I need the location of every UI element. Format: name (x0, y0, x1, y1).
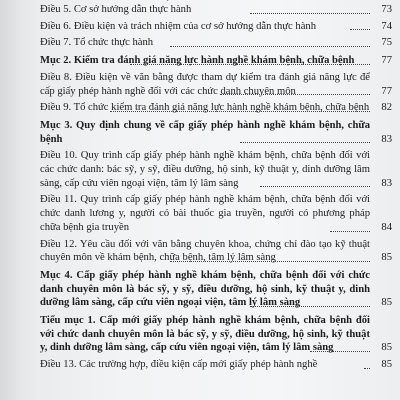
toc-entry (40, 238, 392, 265)
toc-entry-text: Mục 4. Cấp giấy phép hành nghề khám bệnh, chữa bệnh đối với chức danh chuyên môn là bác sỹ, y sỹ, điều dưỡng, hộ sinh, kỹ thuật y, dinh dưỡng lâm sàng, cấp cứu viên ngoại viện, tâm lý lâm sàng (40, 269, 370, 309)
toc-entry-text: Điều 8. Điều kiện về văn bằng được tham dự kiểm tra đánh giá năng lực để cấp giấy phép hành nghề đối với các chức danh chuyên môn (40, 71, 370, 97)
toc-entry (40, 20, 392, 34)
toc-entry-text: Tiểu mục 1. Cấp mới giấy phép hành nghề khám bệnh, chữa bệnh đối với chức danh chuyên môn là bác sỹ, y sỹ, điều dưỡng, hộ sinh, kỹ thuật y, dinh dưỡng lâm sàng, cấp cứu viên ngoại viện, tâm lý lâm sàng (40, 315, 370, 354)
toc-section-heading (40, 119, 392, 146)
toc-page-number: 75 (381, 37, 392, 49)
toc-leader-dots (250, 12, 370, 14)
toc-entry-text: Điều 12. Yêu cầu đối với văn bằng chuyên khoa, chứng chỉ đào tạo kỹ thuật chuyên môn về khám bệnh, chữa bệnh, tâm lý lâm sàng (40, 238, 370, 264)
toc-leader-dots (170, 45, 370, 47)
toc-entry-text: Điều 9. Tổ chức kiểm tra đánh giá năng lực hành nghề khám bệnh, chữa bệnh (40, 102, 370, 114)
toc-page-number: 82 (381, 102, 392, 114)
toc-leader-dots (110, 110, 370, 112)
toc-page-number: 85 (381, 297, 392, 309)
toc-entry-text: Điều 11. Quy trình cấp giấy phép hành nghề khám bệnh, chữa bệnh đối với chức danh lương y, người có bài thuốc gia truyền, người có phương pháp chữa bệnh gia truyền (40, 194, 370, 233)
toc-page-number: 74 (381, 20, 392, 32)
toc-entry-text: Điều 5. Cơ sở hướng dẫn thực hành (40, 4, 192, 15)
toc-leader-dots (350, 28, 370, 30)
toc-page-number: 85 (381, 359, 392, 371)
toc-entry-text: Mục 2. Kiểm tra đánh giá năng lực hành nghề khám bệnh, chữa bệnh (40, 55, 355, 67)
toc-entry-text: Điều 6. Điều kiện và trách nhiệm của cơ sở hướng dẫn thực hành (40, 20, 316, 32)
toc-entry (40, 71, 392, 98)
toc-entry-text: Điều 7. Tổ chức thực hành (40, 37, 154, 49)
toc-entry (40, 36, 392, 50)
toc-page-number: 77 (381, 85, 392, 97)
toc-leader-dots (330, 230, 370, 232)
toc-page-number: 85 (381, 342, 392, 354)
toc-entry-text: Mục 3. Quy định chung về cấp giấy phép hành nghề khám bệnh, chữa bệnh (40, 119, 370, 145)
book-gutter-shadow (0, 0, 38, 400)
toc-subsection-heading (40, 314, 392, 355)
toc-leader-dots (250, 305, 370, 307)
toc-page-number: 84 (381, 221, 392, 233)
toc-entry (40, 358, 392, 372)
toc-leader-dots (240, 141, 370, 143)
table-of-contents (40, 0, 392, 372)
toc-leader-dots (220, 93, 370, 95)
toc-leader-dots (260, 185, 370, 187)
toc-leader-dots (130, 63, 370, 65)
toc-page-number: 83 (381, 133, 392, 145)
toc-page-number: 85 (381, 252, 392, 264)
toc-entry (40, 101, 392, 115)
toc-page-number: 77 (381, 55, 392, 67)
toc-entry (40, 149, 392, 190)
toc-section-heading (40, 269, 392, 310)
toc-entry (40, 193, 392, 234)
toc-leader-dots (310, 350, 370, 352)
toc-leader-dots (170, 260, 370, 262)
toc-entry-text: Điều 10. Quy trình cấp giấy phép hành nghề khám bệnh, chữa bệnh đối với các chức danh: bác sỹ, y sỹ, điều dưỡng, hộ sinh, kỹ thuật y, dinh dưỡng lâm sàng, cấp cứu viên ngoại viện, tâm lý lâm sàng (40, 150, 370, 189)
toc-entry (40, 3, 392, 17)
toc-page-number: 73 (381, 4, 392, 15)
toc-section-heading (40, 54, 392, 68)
toc-entry-text: Điều 13. Các trường hợp, điều kiện cấp mới giấy phép hành nghề (40, 359, 318, 371)
toc-page-number: 83 (381, 177, 392, 189)
